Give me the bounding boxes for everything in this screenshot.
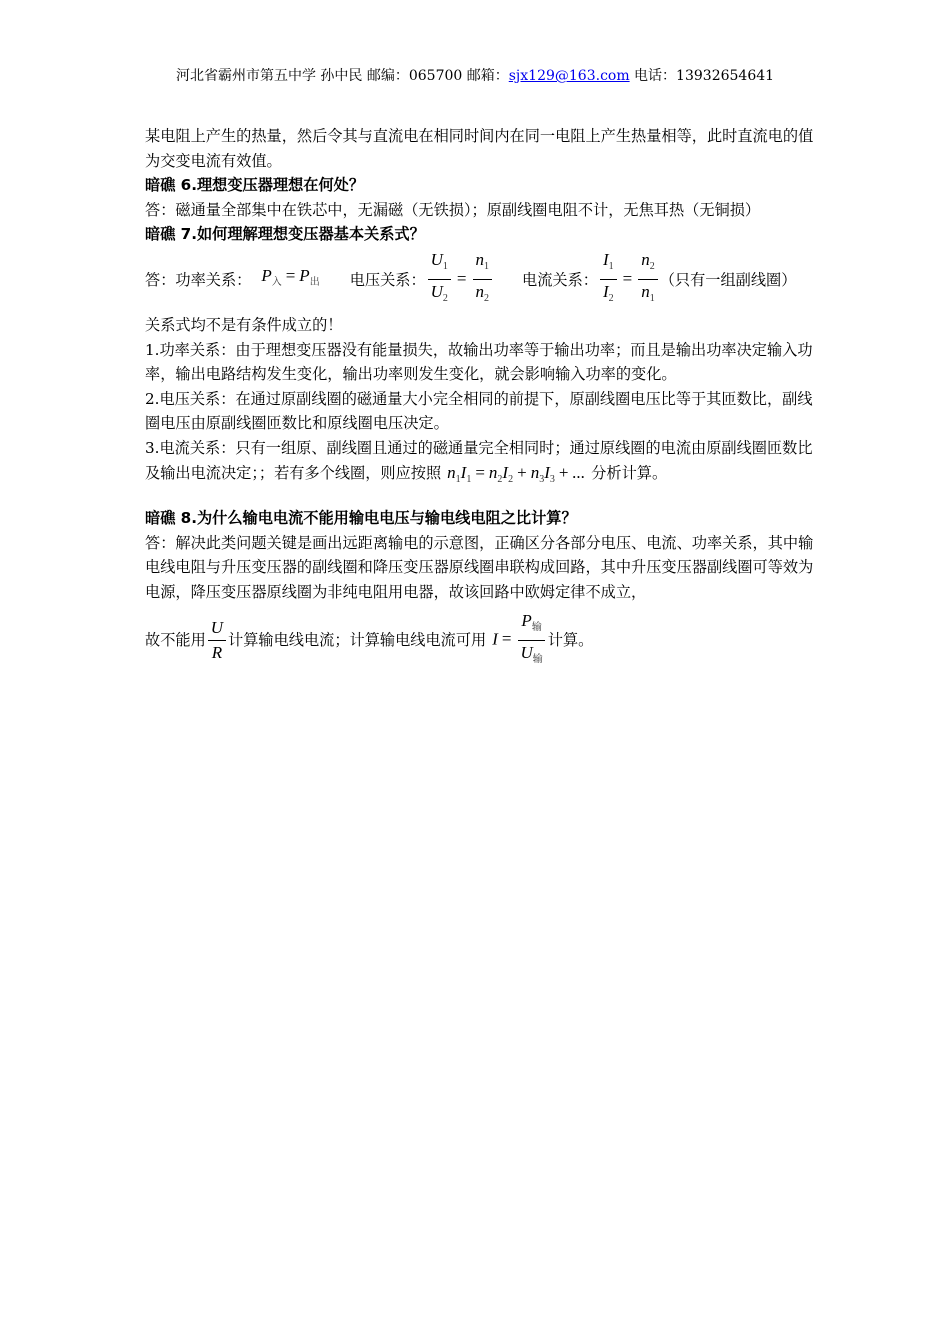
note-single-secondary: （只有一组副线圈） [659,270,797,289]
label-current-relation: 电流关系： [522,270,598,289]
document-body [145,124,817,670]
note-conditional: 关系式均不是有条件成立的！ [145,315,343,334]
formula-i-equals-p-over-u: I = $\frac{P_输}{U_输}$ [492,611,548,670]
formula-u-over-r: $\frac{U}{R}$ [206,618,228,663]
heading-q8: 暗礁 8.为什么输电电流不能用输电电压与输电线电阻之比计算？ [145,509,577,528]
formula-power: $P_入 = P_出$ [261,266,320,289]
answer-q6: 答：磁通量全部集中在铁芯中，无漏磁（无铁损）；原副线圈电阻不计，无焦耳热（无铜损） [145,200,761,219]
formula-transmission-line: 故不能用 $\frac{U}{R}$ 计算输电线电流；计算输电线电流可用 I = $\frac{P_输}{U_输}$ 计算。 [145,611,817,670]
item-current-relation: 3.电流关系：只有一组原、副线圈且通过的磁通量完全相同时；通过原线圈的电流由原副线圈匝数比及输出电流决定；；若有多个线圈，则应按照 $n_1I_1 = n_2I_2 + n_3I_3$ + ... 分析计算。 [145,438,813,485]
header-contact-text: 河北省霸州市第五中学 孙中民 邮编：065700 邮箱： [175,68,509,84]
formula-voltage: $\frac{U_1}{U_2}$ = $\frac{n_1}{n_2}$ [426,250,494,309]
label-power-relation: 答：功率关系： [145,270,252,289]
item-power-relation: 1.功率关系：由于理想变压器没有能量损失，故输出功率等于输出功率；而且是输出功率决定输入功率，输出电路结构发生变化，输出功率则发生变化，就会影响输入功率的变化。 [145,340,813,384]
paragraph-effective-value: 某电阻上产生的热量，然后令其与直流电在相同时间内在同一电阻上产生热量相等，此时直流电的值为交变电流有效值。 [145,127,814,170]
page-header [0,66,950,86]
formula-multi-coil: $n_1I_1 = n_2I_2 + n_3I_3$ + ... [447,462,586,485]
answer-q8: 答：解决此类问题关键是画出远距离输电的示意图，正确区分各部分电压、电流、功率关系，其中输电线电阻与升压变压器的副线圈和降压变压器原线圈串联构成回路，其中升压变压器副线圈可等效为电源，降压变压器原线圈为非纯电阻用电器，故该回路中欧姆定律不成立， [145,533,814,601]
heading-q6: 暗礁 6.理想变压器理想在何处？ [145,176,365,195]
formula-relations-line [145,251,817,309]
header-email-link[interactable]: sjx129@163.com [508,68,630,84]
heading-q7: 暗礁 7.如何理解理想变压器基本关系式？ [145,225,425,244]
header-phone-text: 电话：13932654641 [629,68,775,84]
item-voltage-relation: 2.电压关系：在通过原副线圈的磁通量大小完全相同的前提下，原副线圈电压比等于其匝数比，副线圈电压由原副线圈匝数比和原线圈电压决定。 [145,389,813,433]
label-voltage-relation: 电压关系： [349,270,426,289]
formula-current: $\frac{I_1}{I_2}$ = $\frac{n_2}{n_1}$ [598,250,660,309]
